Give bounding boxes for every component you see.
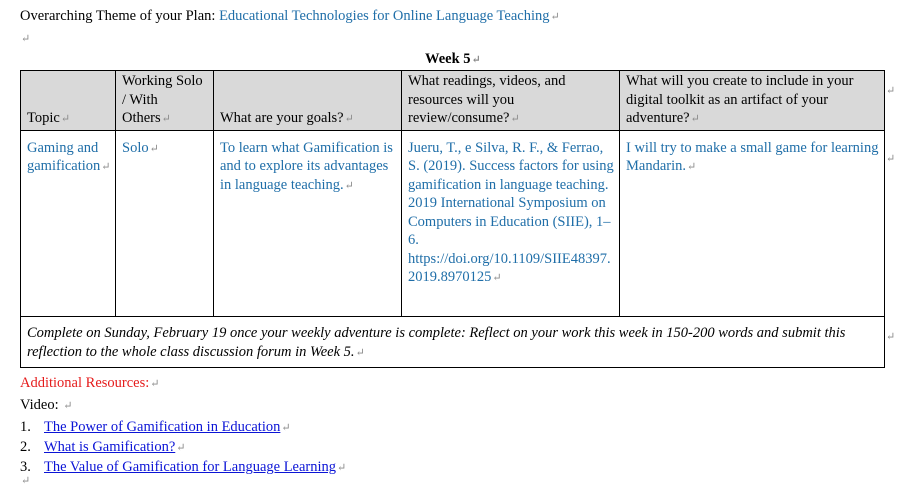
header-working: Working Solo / With Others↵ xyxy=(116,71,214,131)
paragraph-mark-icon: ↵ xyxy=(550,11,560,23)
list-number: 1. xyxy=(20,419,31,435)
paragraph-mark-icon: ↵ xyxy=(471,54,481,66)
table-header-row xyxy=(21,71,885,131)
cell-readings: Jueru, T., e Silva, R. F., & Ferrao, S. (2019). Success factors for using gamification in language teaching. 2019 International Symposium on Computers in Education (SIIE), 1–6. https://doi.org/10.1109/SIIE48397.2019.8970125↵ xyxy=(402,130,620,316)
header-topic: Topic↵ xyxy=(21,71,116,131)
paragraph-mark-icon: ↵ xyxy=(281,422,291,434)
paragraph-mark-icon: ↵ xyxy=(149,142,159,155)
video-label xyxy=(20,397,72,414)
paragraph-mark-icon: ↵ xyxy=(21,33,31,45)
resources-title-text: Additional Resources: xyxy=(20,375,150,391)
list-item xyxy=(20,418,346,438)
paragraph-mark-icon: ↵ xyxy=(510,113,520,125)
paragraph-mark-icon: ↵ xyxy=(63,400,73,412)
paragraph-mark-icon: ↵ xyxy=(344,113,354,125)
paragraph-mark-icon: ↵ xyxy=(161,113,171,125)
video-label-text: Video: xyxy=(20,397,63,413)
paragraph-mark-icon: ↵ xyxy=(344,179,354,192)
empty-paragraph xyxy=(20,30,30,47)
row-end-mark-icon: ↵ xyxy=(886,85,896,97)
paragraph-mark-icon: ↵ xyxy=(492,272,502,284)
paragraph-mark-icon: ↵ xyxy=(687,161,697,173)
resources-title xyxy=(20,375,160,392)
header-goals: What are your goals?↵ xyxy=(214,71,402,131)
list-number: 2. xyxy=(20,439,31,455)
paragraph-mark-icon: ↵ xyxy=(176,442,186,454)
theme-line xyxy=(20,8,560,25)
cell-goals: To learn what Gamification is and to explore its advantages in language teaching.↵ xyxy=(214,130,402,316)
paragraph-mark-icon: ↵ xyxy=(690,113,700,125)
table-row xyxy=(21,130,885,316)
header-readings: What readings, videos, and resources will you review/consume?↵ xyxy=(402,71,620,131)
video-links-list xyxy=(20,418,346,478)
theme-label: Overarching Theme of your Plan: xyxy=(20,8,220,24)
row-end-mark-icon: ↵ xyxy=(886,331,896,343)
reflection-note: Complete on Sunday, February 19 once your weekly adventure is complete: Reflect on your work this week in 150-200 words and submit this reflection to the whole class discussion forum in Week 5.↵ xyxy=(21,316,885,367)
cell-topic: Gaming and gamification↵ xyxy=(21,130,116,316)
list-number: 3. xyxy=(20,459,31,475)
cell-working: Solo↵ xyxy=(116,130,214,316)
empty-paragraph xyxy=(20,472,30,489)
week-title-text: Week 5 xyxy=(425,51,471,67)
paragraph-mark-icon: ↵ xyxy=(21,475,31,487)
list-item xyxy=(20,438,346,458)
link-value-of-gamification[interactable]: The Value of Gamification for Language Learning xyxy=(44,459,337,475)
link-what-is-gamification[interactable]: What is Gamification? xyxy=(44,439,176,455)
link-power-of-gamification[interactable]: The Power of Gamification in Education xyxy=(44,419,281,435)
paragraph-mark-icon: ↵ xyxy=(355,346,365,359)
paragraph-mark-icon: ↵ xyxy=(101,161,111,173)
header-artifact: What will you create to include in your digital toolkit as an artifact of your adventure?↵ xyxy=(620,71,885,131)
plan-table xyxy=(20,70,885,368)
row-end-mark-icon: ↵ xyxy=(886,153,896,165)
list-item xyxy=(20,458,346,478)
paragraph-mark-icon: ↵ xyxy=(60,113,71,125)
paragraph-mark-icon: ↵ xyxy=(150,378,160,390)
theme-value: Educational Technologies for Online Language Teaching xyxy=(219,8,550,24)
paragraph-mark-icon: ↵ xyxy=(337,462,347,474)
week-title xyxy=(425,51,481,68)
cell-artifact: I will try to make a small game for learning Mandarin.↵ xyxy=(620,130,885,316)
note-row xyxy=(21,316,885,367)
